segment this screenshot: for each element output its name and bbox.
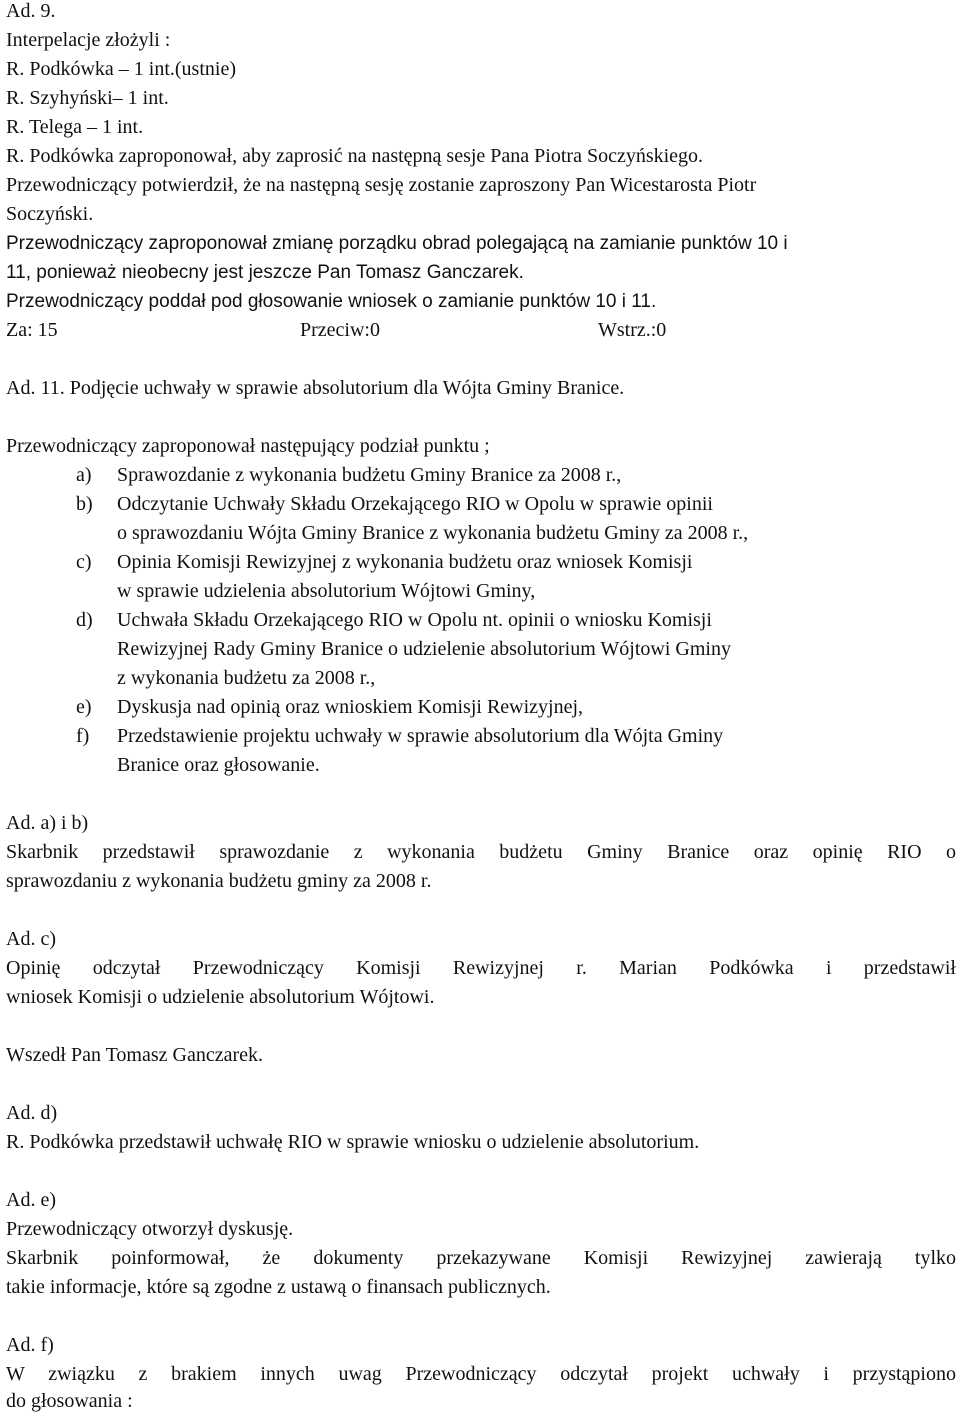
agenda-item-text: Dyskusja nad opinią oraz wnioskiem Komisji Rewizyjnej, bbox=[117, 696, 584, 718]
section-heading-ad-d: Ad. d) bbox=[6, 1102, 58, 1124]
paragraph-line: Przewodniczący zaproponował zmianę porządku obrad polegającą na zamianie punktów 10 i bbox=[6, 233, 788, 254]
interpellation-line: R. Podkówka – 1 int.(ustnie) bbox=[6, 58, 236, 80]
agenda-item-label: f) bbox=[76, 725, 90, 747]
agenda-item-label: d) bbox=[76, 609, 93, 631]
agenda-item-continuation: w sprawie udzielenia absolutorium Wójtowi Gminy, bbox=[117, 580, 536, 602]
paragraph-line: Przewodniczący potwierdził, że na następną sesję zostanie zaproszony Pan Wicestarosta Piotr bbox=[6, 174, 757, 196]
agenda-intro: Przewodniczący zaproponował następujący podział punktu ; bbox=[6, 435, 490, 457]
vote-for: Za: 15 bbox=[6, 319, 58, 341]
section-heading-ad-ab: Ad. a) i b) bbox=[6, 812, 89, 834]
paragraph-line: Wszedł Pan Tomasz Ganczarek. bbox=[6, 1044, 264, 1066]
agenda-item-b bbox=[6, 490, 956, 519]
paragraph-line: sprawozdaniu z wykonania budżetu gminy za 2008 r. bbox=[6, 870, 432, 892]
interpellation-line: R. Szyhyński– 1 int. bbox=[6, 87, 169, 109]
agenda-item-d bbox=[6, 606, 956, 635]
paragraph-line: Soczyński. bbox=[6, 203, 94, 225]
paragraph-line: Przewodniczący poddał pod głosowanie wniosek o zamianie punktów 10 i 11. bbox=[6, 291, 657, 312]
vote-result bbox=[6, 316, 956, 345]
section-heading-ad11: Ad. 11. Podjęcie uchwały w sprawie absolutorium dla Wójta Gminy Branice. bbox=[6, 377, 625, 399]
agenda-item-e bbox=[6, 693, 956, 722]
section-heading-ad-e: Ad. e) bbox=[6, 1189, 56, 1211]
section-heading-ad-f: Ad. f) bbox=[6, 1334, 54, 1356]
agenda-item-continuation: o sprawozdaniu Wójta Gminy Branice z wykonania budżetu Gminy za 2008 r., bbox=[117, 522, 749, 544]
agenda-item-label: e) bbox=[76, 696, 92, 718]
paragraph-line: R. Podkówka przedstawił uchwałę RIO w sprawie wniosku o udzielenie absolutorium. bbox=[6, 1131, 700, 1153]
agenda-item-f bbox=[6, 722, 956, 751]
agenda-item-a bbox=[6, 461, 956, 490]
agenda-item-text: Odczytanie Uchwały Składu Orzekającego RIO w Opolu w sprawie opinii bbox=[117, 493, 713, 515]
section-heading-ad9: Ad. 9. bbox=[6, 0, 56, 22]
agenda-item-continuation: Branice oraz głosowanie. bbox=[117, 754, 320, 776]
section-heading-ad-c: Ad. c) bbox=[6, 928, 56, 950]
agenda-item-text: Uchwała Składu Orzekającego RIO w Opolu nt. opinii o wniosku Komisji bbox=[117, 609, 712, 631]
agenda-item-text: Sprawozdanie z wykonania budżetu Gminy Branice za 2008 r., bbox=[117, 464, 622, 486]
agenda-item-text: Przedstawienie projektu uchwały w sprawie absolutorium dla Wójta Gminy bbox=[117, 725, 724, 747]
paragraph-line: R. Podkówka zaproponował, aby zaprosić na następną sesje Pana Piotra Soczyńskiego. bbox=[6, 145, 704, 167]
agenda-item-continuation: Rewizyjnej Rady Gminy Branice o udzielenie absolutorium Wójtowi Gminy bbox=[117, 638, 731, 660]
paragraph-line: Skarbnik przedstawił sprawozdanie z wykonania budżetu Gminy Branice oraz opinię RIO o bbox=[6, 841, 956, 863]
interpellation-line: R. Telega – 1 int. bbox=[6, 116, 144, 138]
paragraph-line: 11, ponieważ nieobecny jest jeszcze Pan Tomasz Ganczarek. bbox=[6, 262, 524, 283]
agenda-item-c bbox=[6, 548, 956, 577]
agenda-item-text: Opinia Komisji Rewizyjnej z wykonania budżetu oraz wniosek Komisji bbox=[117, 551, 693, 573]
paragraph-line: Przewodniczący otworzył dyskusję. bbox=[6, 1218, 294, 1240]
paragraph-line: W związku z brakiem innych uwag Przewodniczący odczytał projekt uchwały i przystąpiono bbox=[6, 1363, 956, 1385]
paragraph-line: takie informacje, które są zgodne z ustawą o finansach publicznych. bbox=[6, 1276, 551, 1298]
paragraph-line: Skarbnik poinformował, że dokumenty przekazywane Komisji Rewizyjnej zawierają tylko bbox=[6, 1247, 956, 1269]
paragraph-line: Opinię odczytał Przewodniczący Komisji Rewizyjnej r. Marian Podkówka i przedstawił bbox=[6, 957, 956, 979]
agenda-item-continuation: z wykonania budżetu za 2008 r., bbox=[117, 667, 376, 689]
agenda-item-label: c) bbox=[76, 551, 92, 573]
paragraph-line: do głosowania : bbox=[6, 1390, 133, 1412]
agenda-item-label: a) bbox=[76, 464, 92, 486]
paragraph-line: wniosek Komisji o udzielenie absolutorium Wójtowi. bbox=[6, 986, 435, 1008]
vote-against: Przeciw:0 bbox=[300, 319, 380, 341]
agenda-item-label: b) bbox=[76, 493, 93, 515]
interpellations-header: Interpelacje złożyli : bbox=[6, 29, 171, 51]
vote-abstain: Wstrz.:0 bbox=[598, 319, 667, 341]
